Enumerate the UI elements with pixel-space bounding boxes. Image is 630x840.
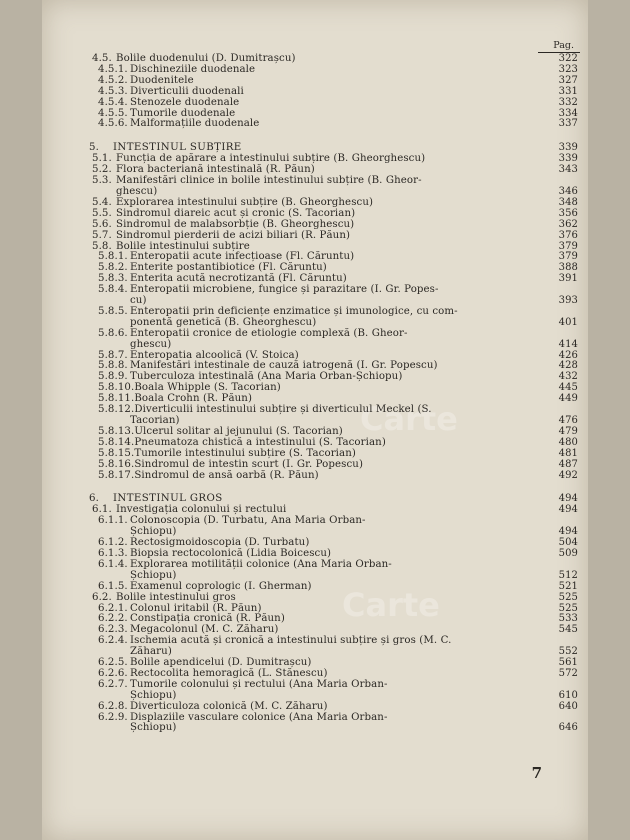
table-of-contents: [89, 40, 582, 734]
toc-entry-title: Megacolonul (M. C. Zăharu): [130, 624, 279, 636]
toc-entry-number: 5.8.15.: [98, 447, 135, 459]
toc-entry-page: 323: [558, 63, 578, 75]
toc-entry-title: Enteropatii prin deficiențe enzimatice și imunologice, cu com-: [130, 305, 458, 317]
toc-entry-page: 346: [558, 185, 578, 197]
toc-entry-title: Boala Whipple (S. Tacorian): [134, 382, 281, 394]
toc-entry-title: Enteropatii acute infecțioase (Fl. Căruntu): [130, 251, 355, 263]
toc-entry-number: 6.1.: [92, 504, 112, 516]
toc-entry-page: 494: [558, 526, 578, 538]
toc-entry-page: 331: [558, 85, 578, 97]
toc-entry-title: Șchiopu): [130, 689, 177, 701]
toc-entry-page: 356: [558, 207, 578, 219]
toc-entry-number: 5.8.16.: [98, 458, 135, 470]
toc-entry-title: Sindromul de malabsorbție (B. Gheorghescu): [116, 218, 355, 230]
toc-entry-page: 512: [558, 569, 578, 581]
toc-entry-title: Tuberculoza intestinală (Ana Maria Orban-Șchiopu): [130, 371, 403, 383]
toc-entry-page: 348: [558, 196, 578, 208]
toc-entry-page: 432: [558, 371, 578, 383]
toc-entry-title: Colonul iritabil (R. Păun): [130, 602, 262, 614]
toc-entry-number: 6.2.8.: [98, 700, 128, 712]
toc-entry-title: Constipația cronică (R. Păun): [130, 613, 285, 625]
toc-entry-page: 322: [558, 53, 578, 64]
toc-entry-title: Bolile intestinului subțire: [116, 240, 250, 252]
toc-entry-page: 494: [558, 493, 578, 505]
toc-entry: [89, 119, 582, 130]
toc-entry-number: 5.8.14.: [98, 436, 135, 448]
toc-entry-title: Enteropatii cronice de etiologie complexă (B. Gheor-: [130, 327, 408, 339]
toc-entry-page: 487: [558, 458, 578, 470]
toc-entry-title: Stenozele duodenale: [130, 96, 240, 108]
toc-entry-page: 401: [558, 316, 578, 328]
toc-entry-title: Explorarea intestinului subțire (B. Gheorghescu): [116, 196, 374, 208]
toc-entry-title: Rectosigmoidoscopia (D. Turbatu): [130, 537, 310, 549]
toc-entry-title: INTESTINUL GROS: [113, 493, 223, 505]
toc-entry-page: 533: [558, 613, 578, 625]
toc-entry-title: Explorarea motilității colonice (Ana Maria Orban-: [130, 558, 392, 570]
toc-entry-page: 426: [558, 349, 578, 361]
toc-entry-number: 5.8.5.: [98, 305, 128, 317]
toc-entry-title: Șchiopu): [130, 526, 177, 538]
toc-entry-number: 6.2.2.: [98, 613, 128, 625]
toc-entry-title: Diverticulii duodenali: [130, 85, 244, 97]
toc-entry-number: 5.8.9.: [98, 371, 128, 383]
toc-entry-title: Flora bacteriană intestinală (R. Păun): [116, 164, 315, 176]
toc-entry-title: Rectocolita hemoragică (L. Stănescu): [130, 667, 328, 679]
toc-section: [89, 494, 582, 734]
toc-entry-number: 5.: [89, 142, 99, 154]
toc-entry-number: 5.8.11.: [98, 393, 135, 405]
toc-entry-number: 5.8.6.: [98, 327, 128, 339]
toc-entry-title: Sindromul diareic acut și cronic (S. Tacorian): [116, 207, 356, 219]
toc-entry-title: Dischineziile duodenale: [130, 63, 256, 75]
toc-entry-page: 449: [558, 393, 578, 405]
toc-entry-page: 610: [558, 689, 578, 701]
toc-entry-title: Boala Crohn (R. Păun): [134, 393, 253, 405]
toc-entry-page: 494: [558, 504, 578, 516]
toc-entry-number: 5.7.: [92, 229, 112, 241]
toc-entry-number: 5.8.: [92, 240, 112, 252]
toc-entry: [89, 702, 582, 713]
toc-entry-number: 4.5.2.: [98, 74, 128, 86]
toc-entry-number: 5.8.8.: [98, 360, 128, 372]
toc-entry-page: 339: [558, 153, 578, 165]
toc-entry-page: 393: [558, 295, 578, 307]
toc-entry-title: ghescu): [130, 338, 172, 350]
toc-entry-page: 332: [558, 96, 578, 108]
toc-entry: [89, 176, 582, 187]
toc-entry-title: Enteropatii microbiene, fungice și parazitare (I. Gr. Popes-: [130, 284, 439, 296]
toc-entry-page: 509: [558, 547, 578, 559]
toc-entry-number: 4.5.6.: [98, 118, 128, 130]
toc-entry-page: 525: [558, 591, 578, 603]
toc-entry-number: 6.1.4.: [98, 558, 128, 570]
toc-entry-number: 6.1.5.: [98, 580, 128, 592]
toc-entry-number: 5.8.1.: [98, 251, 128, 263]
toc-entry-title: Zăharu): [130, 646, 172, 658]
toc-entry-page: 561: [558, 657, 578, 669]
toc-entry-page: 479: [558, 425, 578, 437]
toc-sections: [89, 54, 582, 734]
toc-entry-title: Enterite postantibiotice (Fl. Căruntu): [130, 262, 327, 274]
toc-entry-title: Manifestări intestinale de cauză iatrogenă (I. Gr. Popescu): [130, 360, 438, 372]
toc-entry-title: Sindromul pierderii de acizi biliari (R. Păun): [116, 229, 351, 241]
toc-entry-number: 4.5.4.: [98, 96, 128, 108]
watermark: Carte: [360, 400, 458, 438]
toc-entry-title: Enterita acută necrotizantă (Fl. Căruntu): [130, 273, 347, 285]
toc-entry-number: 5.5.: [92, 207, 112, 219]
toc-section: [89, 143, 582, 481]
toc-entry-number: 5.8.12.: [98, 404, 135, 416]
toc-entry-number: 5.6.: [92, 218, 112, 230]
toc-entry-number: 6.2.4.: [98, 635, 128, 647]
toc-entry-page: 480: [558, 436, 578, 448]
toc-entry-title: ponentă genetică (B. Gheorghescu): [130, 316, 317, 328]
toc-entry-title: ghescu): [116, 185, 158, 197]
toc-entry-title: cu): [130, 295, 147, 307]
toc-section: [89, 54, 582, 130]
toc-entry-title: Sindromul de intestin scurt (I. Gr. Popescu): [134, 458, 364, 470]
toc-entry-title: Biopsia rectocolonică (Lidia Boicescu): [130, 547, 332, 559]
page-column-label: Pag.: [553, 40, 574, 51]
toc-entry-title: Bolile duodenului (D. Dumitrașcu): [116, 53, 296, 64]
toc-entry-title: Bolile intestinului gros: [116, 591, 236, 603]
toc-entry-number: 5.8.13.: [98, 425, 135, 437]
toc-entry-page: 476: [558, 415, 578, 426]
toc-entry-title: Șchiopu): [130, 722, 177, 734]
toc-entry-title: Ulcerul solitar al jejunului (S. Tacorian): [134, 425, 343, 437]
toc-entry-title: Tacorian): [130, 415, 180, 426]
toc-entry-page: 327: [558, 74, 578, 86]
toc-entry-title: Colonoscopia (D. Turbatu, Ana Maria Orban-: [130, 515, 366, 527]
toc-entry-title: Sindromul de ansă oarbă (R. Păun): [134, 469, 319, 481]
toc-entry-page: 492: [558, 469, 578, 481]
toc-entry-number: 6.2.7.: [98, 678, 128, 690]
toc-entry-title: Diverticulii intestinului subțire și diverticulul Meckel (S.: [134, 404, 432, 416]
toc-entry-number: 6.2.: [92, 591, 112, 603]
toc-entry-number: 6.1.3.: [98, 547, 128, 559]
toc-entry-number: 6.: [89, 493, 99, 505]
toc-entry-title: Enteropatia alcoolică (V. Stoica): [130, 349, 299, 361]
toc-entry-page: 481: [558, 447, 578, 459]
toc-entry-page: 572: [558, 667, 578, 679]
toc-entry-page: 525: [558, 602, 578, 614]
toc-entry-number: 5.8.10.: [98, 382, 135, 394]
toc-entry-number: 5.2.: [92, 164, 112, 176]
watermark: Carte: [342, 586, 440, 624]
toc-entry-number: 5.8.3.: [98, 273, 128, 285]
toc-entry-number: 4.5.: [92, 53, 112, 64]
page-number: 7: [531, 764, 542, 782]
toc-entry-page: 414: [558, 338, 578, 350]
toc-entry-page: 428: [558, 360, 578, 372]
toc-entry-page: 339: [558, 142, 578, 154]
toc-entry-number: 6.1.2.: [98, 537, 128, 549]
toc-entry-title: Tumorile colonului și rectului (Ana Maria Orban-: [130, 678, 388, 690]
toc-entry-title: Diverticuloza colonică (M. C. Zăharu): [130, 700, 328, 712]
toc-entry-title: Displaziile vasculare colonice (Ana Maria Orban-: [130, 711, 388, 723]
toc-entry-title: Malformațiile duodenale: [130, 118, 260, 130]
toc-entry-title: Tumorile duodenale: [130, 107, 236, 119]
toc-entry-number: 4.5.5.: [98, 107, 128, 119]
toc-entry-page: 362: [558, 218, 578, 230]
toc-entry-page: 646: [558, 722, 578, 734]
toc-entry: [89, 471, 582, 482]
toc-entry-page: 379: [558, 240, 578, 252]
toc-entry-page: 376: [558, 229, 578, 241]
toc-entry-page: 521: [558, 580, 578, 592]
toc-entry-number: 6.2.6.: [98, 667, 128, 679]
toc-entry-title: Funcția de apărare a intestinului subțire (B. Gheorghescu): [116, 153, 426, 165]
toc-entry-page: 545: [558, 624, 578, 636]
toc-entry-number: 5.4.: [92, 196, 112, 208]
toc-entry: [89, 285, 582, 296]
toc-entry-page: 379: [558, 251, 578, 263]
toc-entry-number: 5.8.17.: [98, 469, 135, 481]
toc-entry-number: 5.8.4.: [98, 284, 128, 296]
toc-entry-number: 6.2.5.: [98, 657, 128, 669]
toc-entry-page: 391: [558, 273, 578, 285]
toc-entry-title: Investigația colonului și rectului: [116, 504, 287, 516]
toc-entry-title: Duodenitele: [130, 74, 194, 86]
toc-entry-number: 5.3.: [92, 175, 112, 187]
toc-entry: [89, 723, 582, 734]
toc-entry-title: Examenul coprologic (I. Gherman): [130, 580, 312, 592]
toc-entry-number: 4.5.1.: [98, 63, 128, 75]
toc-entry-title: Manifestări clinice in bolile intestinului subțire (B. Gheor-: [116, 175, 422, 187]
toc-entry-page: 504: [558, 537, 578, 549]
toc-entry-title: Pneumatoza chistică a intestinului (S. Tacorian): [134, 436, 386, 448]
toc-entry-title: Bolile apendicelui (D. Dumitrașcu): [130, 657, 312, 669]
toc-entry-page: 334: [558, 107, 578, 119]
book-page: [42, 0, 588, 840]
toc-entry-page: 388: [558, 262, 578, 274]
toc-entry-page: 445: [558, 382, 578, 394]
toc-entry-number: 5.1.: [92, 153, 112, 165]
toc-entry-page: 337: [558, 118, 578, 130]
toc-entry-title: Tumorile intestinului subțire (S. Tacorian): [134, 447, 356, 459]
toc-entry-number: 5.8.7.: [98, 349, 128, 361]
toc-entry-number: 6.1.1.: [98, 515, 128, 527]
toc-entry-number: 5.8.2.: [98, 262, 128, 274]
toc-entry-number: 6.2.9.: [98, 711, 128, 723]
toc-entry-title: INTESTINUL SUBȚIRE: [113, 142, 242, 154]
toc-entry-page: 343: [558, 164, 578, 176]
toc-entry-page: 640: [558, 700, 578, 712]
toc-entry-number: 4.5.3.: [98, 85, 128, 97]
toc-entry-title: Ischemia acută și cronică a intestinului subțire și gros (M. C.: [130, 635, 452, 647]
toc-entry-page: 552: [558, 646, 578, 658]
toc-entry-title: Șchiopu): [130, 569, 177, 581]
toc-entry-number: 6.2.3.: [98, 624, 128, 636]
toc-entry-number: 6.2.1.: [98, 602, 128, 614]
